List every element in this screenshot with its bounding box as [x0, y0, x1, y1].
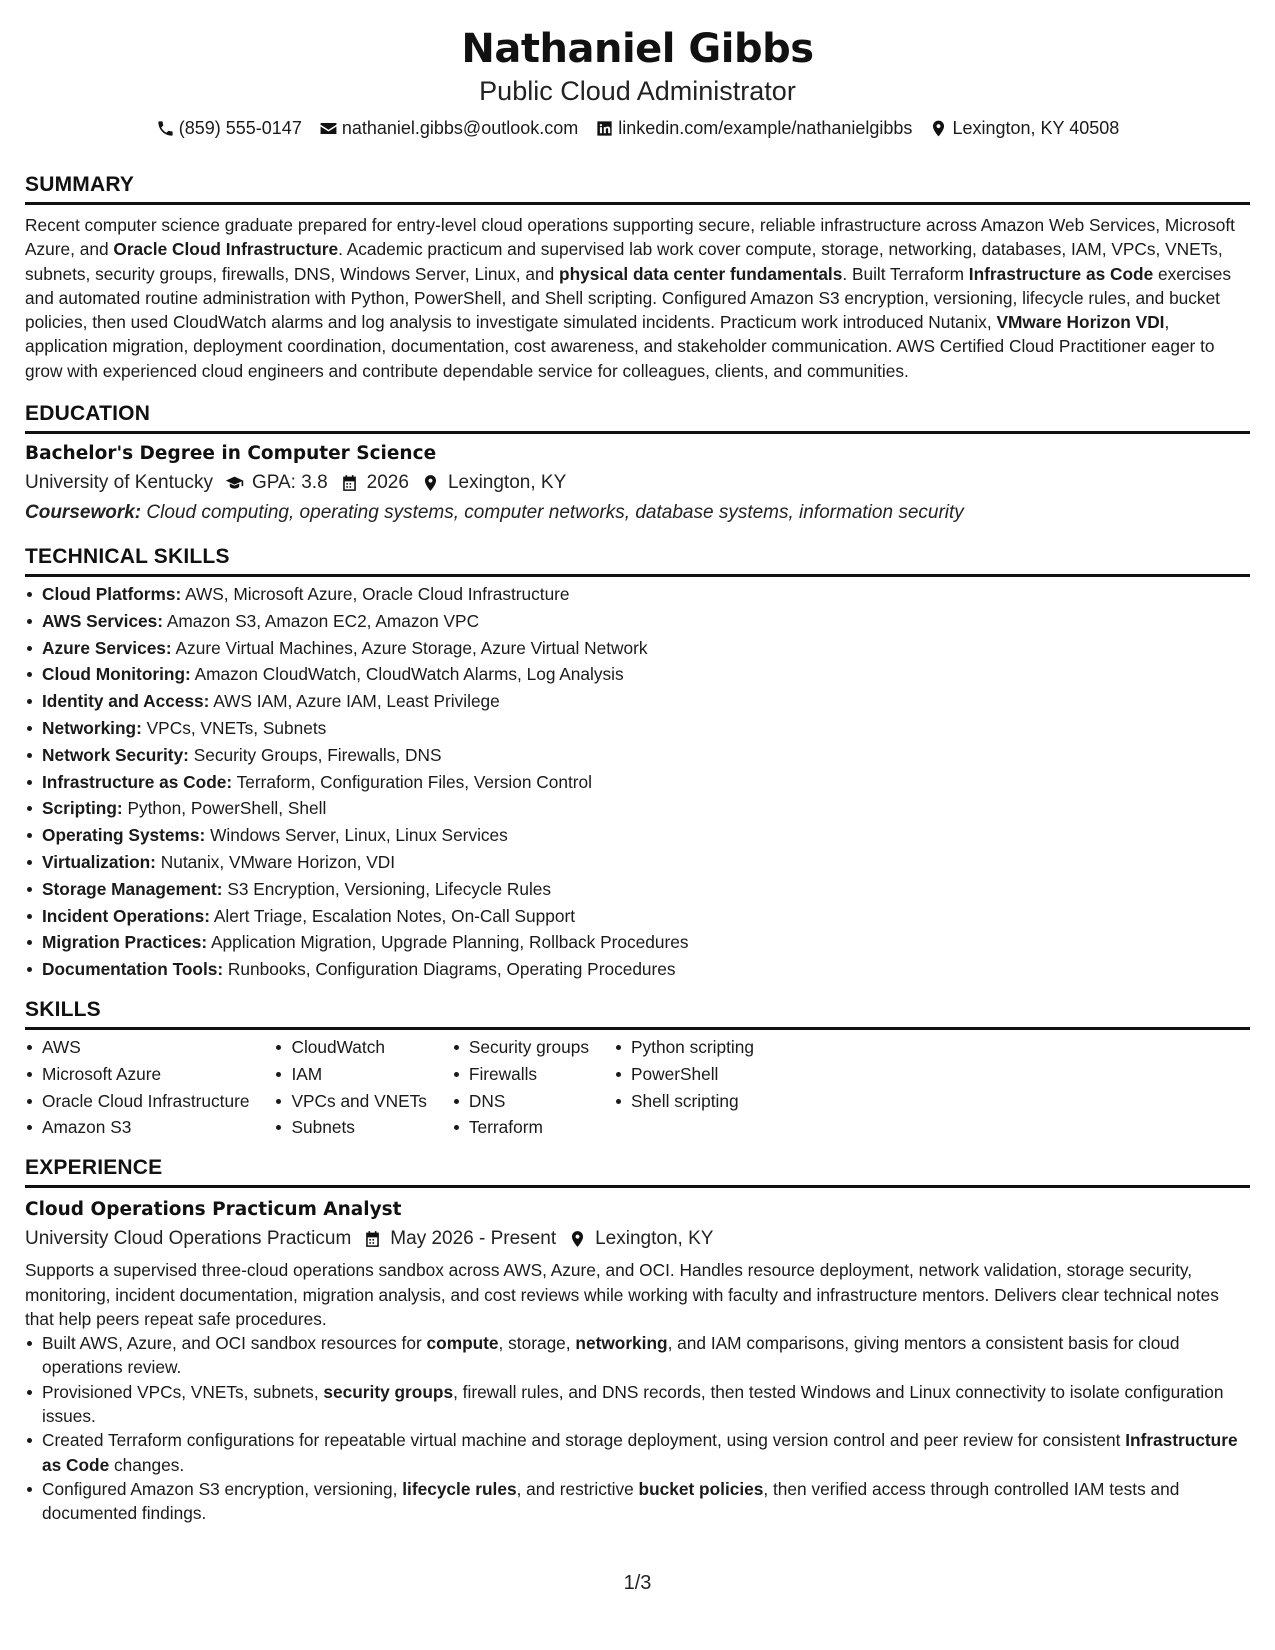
school-name: University of Kentucky	[25, 472, 213, 494]
job-bullet	[25, 1331, 1250, 1380]
year-item	[340, 468, 409, 498]
skills-column	[25, 1034, 249, 1141]
skill-category-values: Runbooks, Configuration Diagrams, Operating Procedures	[223, 959, 676, 980]
text-segment: Created Terraform configurations for repeatable virtual machine and storage deployment, using version control and peer review for consistent	[42, 1430, 1126, 1451]
skill-item: Shell scripting	[614, 1088, 754, 1115]
job-entry	[25, 1196, 1250, 1525]
emphasis-text: physical data center fundamentals	[559, 263, 843, 284]
contact-location	[929, 116, 1119, 140]
text-segment: changes.	[109, 1454, 185, 1475]
job-meta	[25, 1224, 1250, 1254]
job-title: Cloud Operations Practicum Analyst	[25, 1199, 402, 1221]
coursework-text: Cloud computing, operating systems, computer networks, database systems, information security	[141, 502, 964, 524]
job-bullet	[25, 1428, 1250, 1477]
skill-item: Security groups	[452, 1034, 589, 1061]
skill-category-label: Infrastructure as Code:	[42, 771, 233, 792]
job-org: University Cloud Operations Practicum	[25, 1228, 352, 1250]
skill-item: Firewalls	[452, 1061, 589, 1088]
linkedin-icon	[595, 119, 614, 138]
skill-item: Microsoft Azure	[25, 1061, 249, 1088]
skill-category-values: Windows Server, Linux, Linux Services	[205, 825, 508, 846]
skill-category-label: Network Security:	[42, 744, 189, 765]
text-segment: , application migration, deployment coordination, documentation, cost awareness, and stakeholder communication. AWS Certified Cloud Practitioner eager to grow with experienced cloud engineers and contribute dependable service for colleagues, clients, and communities.	[25, 312, 1215, 381]
technical-skill-item	[25, 769, 1250, 796]
emphasis-text: networking	[575, 1333, 668, 1354]
text-segment: Recent computer science graduate prepared for entry-level cloud operations supporting secure, reliable infrastructure across Amazon Web Services, Microsoft Azure, and	[25, 215, 1235, 260]
job-dates-item	[363, 1224, 556, 1254]
job-dates: May 2026 - Present	[390, 1228, 557, 1250]
technical-skills-list	[25, 581, 1250, 983]
job-description: Supports a supervised three-cloud operations sandbox across AWS, Azure, and OCI. Handles resource deployment, network validation, storage security, monitoring, incident documentation, migration analysis, and cost reviews while working with faculty and infrastructure mentors. Delivers clear technical notes that help peers repeat safe procedures.	[25, 1260, 1219, 1329]
technical-skills-section	[25, 544, 1250, 983]
map-pin-icon	[929, 119, 948, 138]
skill-category-label: Azure Services:	[42, 637, 172, 658]
technical-skill-item	[25, 903, 1250, 930]
emphasis-text: security groups	[323, 1381, 454, 1402]
resume-header	[25, 24, 1250, 140]
skill-category-values: Application Migration, Upgrade Planning, Rollback Procedures	[207, 932, 689, 953]
contact-email[interactable]	[319, 116, 578, 140]
skills-column-list	[274, 1034, 426, 1141]
candidate-name: Nathaniel Gibbs	[461, 26, 814, 72]
skill-category-values: Security Groups, Firewalls, DNS	[188, 744, 442, 765]
skill-item: Subnets	[274, 1114, 426, 1141]
skill-item: VPCs and VNETs	[274, 1088, 426, 1115]
emphasis-text: bucket policies	[638, 1478, 764, 1499]
technical-skill-item	[25, 822, 1250, 849]
emphasis-text: lifecycle rules	[402, 1478, 517, 1499]
technical-skill-item	[25, 661, 1250, 688]
contact-linkedin[interactable]	[595, 116, 912, 140]
section-heading-skills: SKILLS	[25, 997, 1250, 1030]
skill-item: DNS	[452, 1088, 589, 1115]
skill-category-label: Migration Practices:	[42, 932, 208, 953]
skill-category-values: Alert Triage, Escalation Notes, On-Call Support	[210, 905, 576, 926]
technical-skill-item	[25, 742, 1250, 769]
calendar-icon	[340, 474, 359, 493]
map-pin-icon	[568, 1230, 587, 1249]
text-segment: . Academic practicum and supervised lab work cover compute, storage, networking, databases, IAM, VPCs, VNETs, subnets, security groups, firewalls, DNS, Windows Server, Linux, and	[25, 239, 1223, 284]
education-meta	[25, 468, 1250, 498]
skill-category-label: Documentation Tools:	[42, 959, 224, 980]
skills-column	[274, 1034, 426, 1141]
coursework-label: Coursework:	[25, 502, 142, 524]
skill-category-label: Incident Operations:	[42, 905, 211, 926]
degree-title: Bachelor's Degree in Computer Science	[25, 443, 437, 465]
skills-grid	[25, 1034, 1250, 1141]
technical-skill-item	[25, 581, 1250, 608]
emphasis-text: Infrastructure as Code	[42, 1430, 1238, 1475]
skill-category-label: Virtualization:	[42, 852, 156, 873]
text-segment: Configured Amazon S3 encryption, versioning,	[42, 1478, 403, 1499]
skill-category-values: S3 Encryption, Versioning, Lifecycle Rules	[222, 878, 552, 899]
emphasis-text: Infrastructure as Code	[968, 263, 1154, 284]
skills-column	[614, 1034, 754, 1141]
skill-category-values: Terraform, Configuration Files, Version Control	[232, 771, 592, 792]
year-text: 2026	[366, 472, 409, 494]
technical-skill-item	[25, 635, 1250, 662]
skill-item: PowerShell	[614, 1061, 754, 1088]
contact-phone	[156, 116, 302, 140]
section-heading-experience: EXPERIENCE	[25, 1155, 1250, 1188]
text-segment: exercises and automated routine administration with Python, PowerShell, and Shell scripting. Configured Amazon S3 encryption, versioning, lifecycle rules, and bucket policies, then used CloudWatch alarms and log analysis to investigate simulated incidents. Practicum work introduced Nutanix,	[25, 263, 1231, 333]
map-pin-icon	[421, 474, 440, 493]
skill-category-values: Azure Virtual Machines, Azure Storage, Azure Virtual Network	[171, 637, 648, 658]
skill-category-label: AWS Services:	[42, 610, 164, 631]
email-text[interactable]: nathaniel.gibbs@outlook.com	[341, 118, 579, 138]
linkedin-text[interactable]: linkedin.com/example/nathanielgibbs	[618, 118, 913, 138]
skill-category-values: Amazon CloudWatch, CloudWatch Alarms, Log Analysis	[190, 664, 624, 685]
envelope-icon	[319, 119, 338, 138]
skills-column-list	[614, 1034, 754, 1114]
job-location-item	[568, 1224, 713, 1254]
emphasis-text: Oracle Cloud Infrastructure	[113, 239, 339, 260]
emphasis-text: VMware Horizon VDI	[996, 312, 1165, 333]
skill-category-values: VPCs, VNETs, Subnets	[141, 718, 327, 739]
gpa-text: GPA: 3.8	[251, 472, 328, 494]
phone-text: (859) 555-0147	[178, 118, 302, 138]
text-segment: . Built Terraform	[842, 263, 969, 284]
job-bullets	[25, 1331, 1250, 1525]
edu-location-item	[421, 468, 566, 498]
text-segment: , storage,	[498, 1333, 576, 1354]
skill-item: IAM	[274, 1061, 426, 1088]
gpa-item	[225, 468, 328, 498]
skill-category-label: Operating Systems:	[42, 825, 206, 846]
technical-skill-item	[25, 929, 1250, 956]
phone-icon	[156, 119, 175, 138]
experience-section	[25, 1155, 1250, 1525]
summary-section	[25, 172, 1250, 383]
contact-bar	[25, 116, 1250, 140]
summary-text	[25, 213, 1250, 383]
job-location: Lexington, KY	[595, 1228, 714, 1250]
skill-item: Terraform	[452, 1114, 589, 1141]
skill-category-values: Nutanix, VMware Horizon, VDI	[155, 852, 396, 873]
edu-location-text: Lexington, KY	[447, 472, 567, 494]
skills-column	[452, 1034, 589, 1141]
technical-skill-item	[25, 608, 1250, 635]
technical-skill-item	[25, 688, 1250, 715]
text-segment: Provisioned VPCs, VNETs, subnets,	[42, 1381, 324, 1402]
job-bullet	[25, 1380, 1250, 1429]
section-heading-education: EDUCATION	[25, 401, 1250, 434]
technical-skill-item	[25, 876, 1250, 903]
skill-category-label: Cloud Monitoring:	[42, 664, 191, 685]
skill-item: Oracle Cloud Infrastructure	[25, 1088, 249, 1115]
graduation-cap-icon	[225, 474, 244, 493]
calendar-icon	[363, 1230, 382, 1249]
skill-category-label: Cloud Platforms:	[42, 584, 182, 605]
technical-skill-item	[25, 715, 1250, 742]
text-segment: , and IAM comparisons, giving mentors a consistent basis for cloud operations review.	[42, 1333, 1180, 1378]
text-segment: , and restrictive	[516, 1478, 639, 1499]
section-heading-summary: SUMMARY	[25, 172, 1250, 205]
emphasis-text: compute	[426, 1333, 499, 1354]
skill-category-label: Storage Management:	[42, 878, 223, 899]
skills-column-list	[25, 1034, 249, 1141]
skill-item: Amazon S3	[25, 1114, 249, 1141]
job-bullet	[25, 1477, 1250, 1526]
skill-category-values: AWS IAM, Azure IAM, Least Privilege	[209, 691, 500, 712]
skill-item: CloudWatch	[274, 1034, 426, 1061]
candidate-role: Public Cloud Administrator	[479, 76, 796, 106]
technical-skill-item	[25, 795, 1250, 822]
skill-item: AWS	[25, 1034, 249, 1061]
text-segment: Built AWS, Azure, and OCI sandbox resources for	[42, 1333, 427, 1354]
technical-skill-item	[25, 849, 1250, 876]
skill-category-values: Amazon S3, Amazon EC2, Amazon VPC	[163, 610, 480, 631]
skill-category-label: Networking:	[42, 718, 142, 739]
text-segment: , then verified access through controlled IAM tests and documented findings.	[42, 1478, 1180, 1524]
section-heading-technical-skills: TECHNICAL SKILLS	[25, 544, 1250, 577]
text-segment: , firewall rules, and DNS records, then tested Windows and Linux connectivity to isolate configuration issues.	[42, 1381, 1224, 1426]
skills-section	[25, 997, 1250, 1141]
page-number: 1/3	[623, 1572, 652, 1594]
skill-category-label: Identity and Access:	[42, 691, 210, 712]
skill-category-values: AWS, Microsoft Azure, Oracle Cloud Infrastructure	[181, 584, 570, 605]
skills-column-list	[452, 1034, 589, 1141]
skill-category-label: Scripting:	[42, 798, 123, 819]
location-text: Lexington, KY 40508	[952, 118, 1120, 138]
skill-item: Python scripting	[614, 1034, 754, 1061]
skill-category-values: Python, PowerShell, Shell	[122, 798, 327, 819]
technical-skill-item	[25, 956, 1250, 983]
education-section	[25, 401, 1250, 528]
coursework-line	[25, 498, 1250, 528]
